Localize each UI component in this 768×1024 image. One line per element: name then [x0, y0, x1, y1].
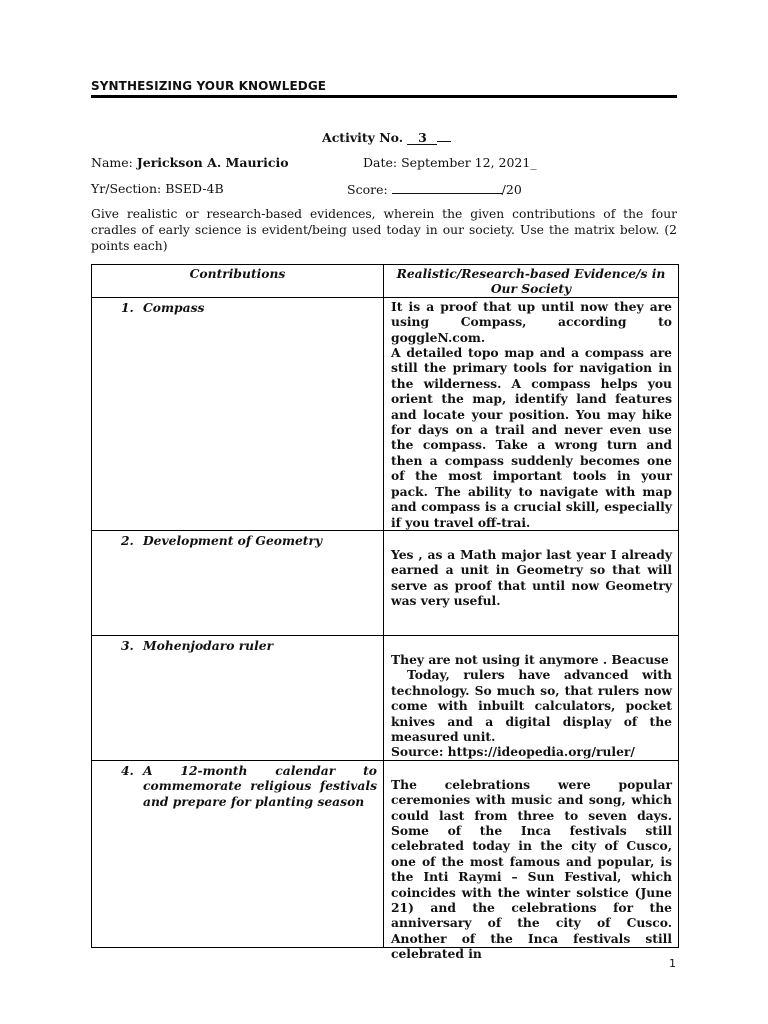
page-number: 1	[669, 957, 676, 970]
section-value: BSED-4B	[165, 181, 224, 196]
evidence-paragraph: They are not using it anymore . Beacuse	[391, 651, 669, 667]
header-evidence: Realistic/Research-based Evidence/s in Our Society	[384, 265, 679, 298]
row-number: 4.	[121, 762, 134, 778]
row-number: 1.	[121, 299, 134, 315]
score-total: /20	[501, 182, 522, 197]
contribution-cell	[92, 760, 384, 947]
evidence-cell	[384, 635, 679, 760]
score-line	[347, 181, 522, 197]
row-number: 2.	[121, 532, 134, 548]
header-contributions: Contributions	[92, 265, 384, 298]
activity-underline	[437, 129, 451, 142]
section-line	[91, 181, 224, 196]
evidence-paragraph: It is a proof that up until now they are using Compass, according to goggleN.com.	[391, 298, 672, 345]
contribution-text: Compass	[143, 299, 205, 315]
table-row	[92, 297, 679, 530]
student-name: Jerickson A. Mauricio	[136, 155, 289, 170]
table-row	[92, 635, 679, 760]
score-label: Score:	[347, 182, 392, 197]
contribution-text: Development of Geometry	[143, 532, 323, 548]
instructions: Give realistic or research-based evidences, wherein the given contributions of the four cradles of early science is evident/being used today in our society. Use the matrix below. (2 points each)	[91, 207, 677, 253]
matrix-header-row	[92, 265, 679, 298]
page-header-title: SYNTHESIZING YOUR KNOWLEDGE	[91, 79, 327, 93]
contribution-cell	[92, 297, 384, 530]
date-line	[363, 155, 537, 170]
evidence-paragraph: Yes , as a Math major last year I already earned a unit in Geometry so that will serve as proof that until now Geometry was very useful.	[391, 546, 672, 609]
date-label: Date:	[363, 155, 402, 170]
header-rule	[91, 95, 677, 98]
activity-label: Activity No.	[322, 130, 408, 145]
name-line	[91, 155, 289, 170]
evidence-cell	[384, 297, 679, 530]
section-label: Yr/Section:	[91, 181, 166, 196]
table-row	[92, 530, 679, 635]
activity-number: 3	[407, 131, 437, 145]
evidence-cell	[384, 760, 679, 962]
contribution-cell	[92, 530, 384, 635]
activity-number-line	[322, 129, 451, 145]
name-label: Name:	[91, 155, 137, 170]
evidence-matrix	[91, 264, 679, 962]
contribution-text: Mohenjodaro ruler	[143, 637, 274, 653]
table-row	[92, 760, 679, 947]
row-number: 3.	[121, 637, 134, 653]
date-value: September 12, 2021_	[401, 155, 537, 170]
evidence-cell	[384, 530, 679, 635]
score-blank	[392, 181, 502, 194]
evidence-source: Source: https://ideopedia.org/ruler/	[391, 744, 635, 760]
evidence-paragraph: The celebrations were popular ceremonies with music and song, which could last from three to seven days. Some of the Inca festivals still celebrated today in the city of Cusco, one of the most famous and popular, is the Inti Raymi – Sun Festival, which coincides with the winter solstice (June 21) and the celebrations for the anniversary of the city of Cusco. Another of the Inca festivals still celebrated in	[391, 776, 672, 962]
evidence-paragraph: Today, rulers have advanced with technology. So much so, that rulers now come with inbuilt calculators, pocket knives and a digital display of the measured unit.	[391, 667, 672, 744]
contribution-cell	[92, 635, 384, 760]
evidence-paragraph: A detailed topo map and a compass are still the primary tools for navigation in the wilderness. A compass helps you orient the map, identify land features and locate your position. You may hike for days on a trail and never even use the compass. Take a wrong turn and then a compass suddenly becomes one of the most important tools in your pack. The ability to navigate with map and compass is a crucial skill, especially if you travel off-trai.	[391, 345, 672, 530]
contribution-text: A 12-month calendar to commemorate religious festivals and prepare for planting season	[143, 762, 377, 809]
